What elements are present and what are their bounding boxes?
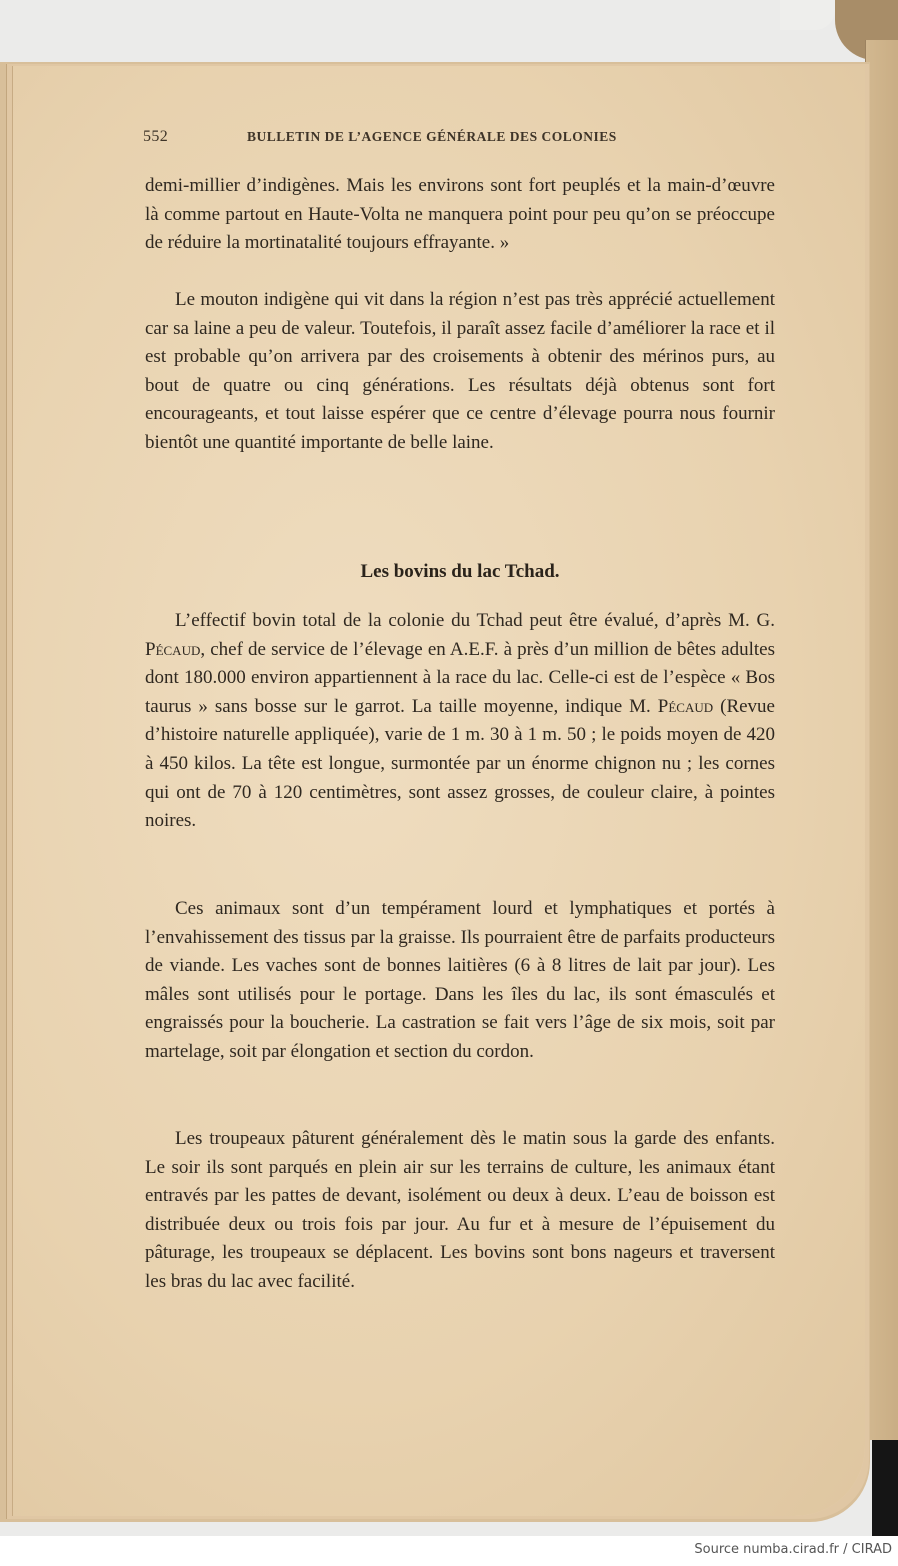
bookmark-ribbon xyxy=(872,1440,898,1536)
paragraph-text: Le mouton indigène qui vit dans la région n’est pas très apprécié actuellement car sa laine a peu de valeur. Toutefois, il paraît assez facile d’améliorer la race et il est probable qu’on arrivera par des croisements à obtenir des mérinos purs, au bout de quatre ou cinq générations. Les résultats déjà obtenus sont fort encourageants, et tout laisse espérer que ce centre d’élevage pourra nous fournir bientôt une quantité importante de belle laine. xyxy=(145,289,775,453)
author-name: Pécaud xyxy=(657,695,714,717)
text-run: L’effectif bovin total de la colonie du Tchad peut être évalué, d’après M. G. xyxy=(175,610,775,631)
running-title: BULLETIN DE L’AGENCE GÉNÉRALE DES COLONIES xyxy=(247,129,617,144)
continuation-paragraph xyxy=(145,172,775,258)
troupeaux-paragraph xyxy=(145,1125,775,1297)
section-heading: Les bovins du lac Tchad. xyxy=(360,561,560,582)
author-name: Pécaud xyxy=(145,638,201,660)
source-credit: Source numba.cirad.fr / CIRAD xyxy=(694,1542,892,1557)
paragraph-text: Les troupeaux pâturent généralement dès le matin sous la garde des enfants. Le soir ils sont parqués en plein air sur les terrains de culture, les animaux étant entravés par les pattes de devant, isolément ou deux à deux. L’eau de boisson est distribuée deux ou trois fois par jour. Au fur et à mesure de l’épuisement du pâturage, les troupeaux se déplacent. Les bovins sont bons nageurs et traversent les bras du lac avec facilité. xyxy=(145,1128,775,1292)
text-run: , chef de service de l’élevage en A.E.F. à près d’un million de bêtes adultes dont 180.000 environ appartiennent à la race du lac. Celle-ci est de l’espèce « Bos taurus » sans bosse sur le garrot. La taille moyenne, indique M. xyxy=(145,638,775,717)
scan-corner xyxy=(780,0,835,30)
mouton-paragraph xyxy=(145,286,775,458)
animaux-paragraph xyxy=(145,895,775,1067)
paragraph-text xyxy=(145,607,775,836)
paragraph-text: Ces animaux sont d’un tempérament lourd et lymphatiques et portés à l’envahissement des tissus par la graisse. Ils pourraient être de parfaits producteurs de viande. Les vaches sont de bonnes laitières (6 à 8 litres de lait par jour). Les mâles sont utilisés pour le portage. Dans les îles du lac, ils sont émasculés et engraissés pour la boucherie. La castration se fait vers l’âge de six mois, soit par martelage, soit par élongation et section du cordon. xyxy=(145,898,775,1062)
effectif-paragraph xyxy=(145,607,775,836)
page-number: 552 xyxy=(143,128,169,145)
paragraph-text: demi-millier d’indigènes. Mais les environs sont fort peuplés et la main-d’œuvre là comme partout en Haute-Volta ne manquera point pour peu qu’on se préoccupe de réduire la mortinatalité toujours effrayante. » xyxy=(145,175,775,254)
text-run: (Revue d’histoire naturelle appliquée), varie de 1 m. 30 à 1 m. 50 ; le poids moyen de 420 à 450 kilos. La tête est longue, surmontée par un énorme chignon nu ; les cornes qui ont de 70 à 120 centimètres, sont assez grosses, de couleur claire, à pointes noires. xyxy=(145,695,775,832)
